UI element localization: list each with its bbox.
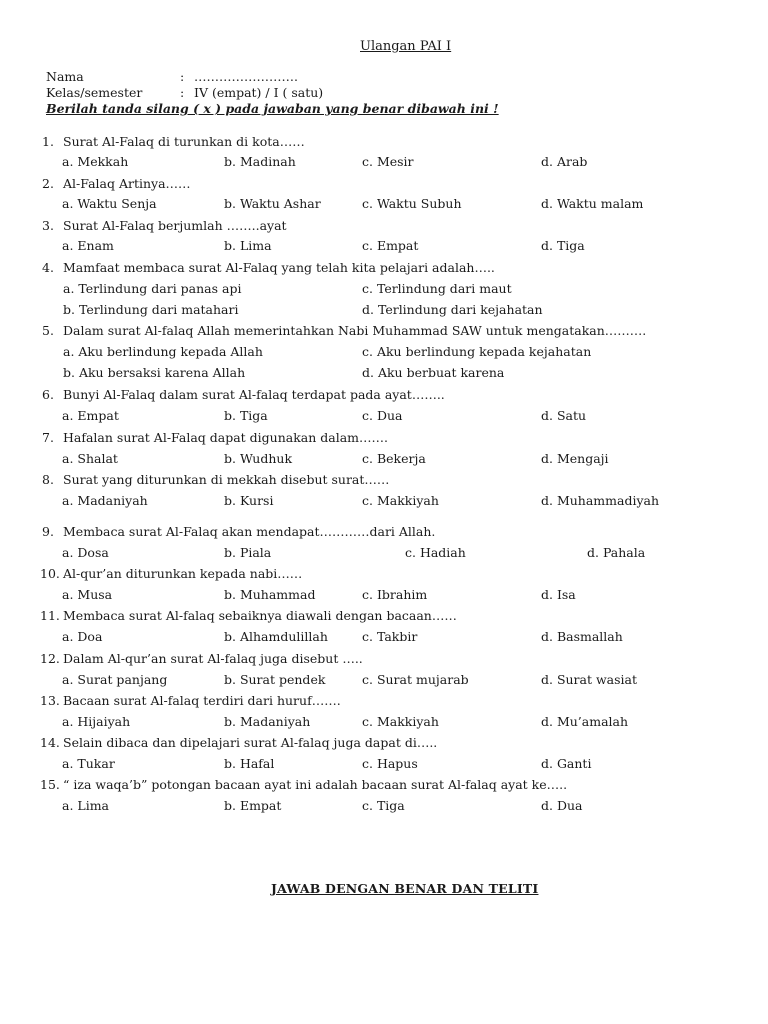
option-b: b. Wudhuk <box>224 451 293 466</box>
question-text: Hafalan surat Al-Falaq dapat digunakan dalam……. <box>63 430 388 445</box>
option-a: a. Terlindung dari panas api <box>63 281 242 296</box>
option-b: b. Muhammad <box>224 587 316 602</box>
question-number: 8. <box>42 472 54 487</box>
option-d: d. Mu’amalah <box>541 714 629 729</box>
option-a: a. Waktu Senja <box>62 196 157 211</box>
option-b: b. Surat pendek <box>224 672 326 687</box>
question-number: 15. <box>40 777 60 792</box>
option-b: b. Tiga <box>224 408 268 423</box>
option-d: d. Dua <box>541 798 583 813</box>
option-d: d. Muhammadiyah <box>541 493 660 508</box>
option-c: c. Hadiah <box>405 545 466 560</box>
kelas-value: IV (empat) / I ( satu) <box>194 85 324 100</box>
option-b: b. Hafal <box>224 756 275 771</box>
question-text: “ iza waqa’b” potongan bacaan ayat ini adalah bacaan surat Al-falaq ayat ke….. <box>63 777 568 792</box>
question-number: 3. <box>42 218 54 233</box>
question-number: 11. <box>40 608 60 623</box>
question-number: 6. <box>42 387 54 402</box>
option-c: c. Terlindung dari maut <box>362 281 512 296</box>
question-text: Surat Al-Falaq di turunkan di kota…… <box>63 134 305 149</box>
question-number: 14. <box>40 735 60 750</box>
question-number: 10. <box>40 566 60 581</box>
question-text: Membaca surat Al-falaq sebaiknya diawali dengan bacaan…… <box>63 608 457 623</box>
page-title: Ulangan PAI I <box>360 39 452 54</box>
question-text: Selain dibaca dan dipelajari surat Al-falaq juga dapat di….. <box>63 735 438 750</box>
option-a: a. Tukar <box>62 756 115 771</box>
option-d: d. Waktu malam <box>541 196 644 211</box>
option-c: c. Takbir <box>362 629 418 644</box>
option-d: d. Pahala <box>587 545 646 560</box>
option-c: c. Waktu Subuh <box>362 196 462 211</box>
option-c: c. Hapus <box>362 756 418 771</box>
option-d: d. Aku berbuat karena <box>362 365 505 380</box>
question-text: Al-Falaq Artinya…… <box>63 176 191 191</box>
option-a: a. Dosa <box>62 545 109 560</box>
nama-separator: : <box>180 69 185 84</box>
option-d: d. Terlindung dari kejahatan <box>362 302 543 317</box>
option-d: d. Tiga <box>541 238 585 253</box>
question-number: 9. <box>42 524 54 539</box>
option-a: a. Empat <box>62 408 119 423</box>
option-b: b. Piala <box>224 545 272 560</box>
option-c: c. Makkiyah <box>362 714 439 729</box>
question-text: Al-qur’an diturunkan kepada nabi…… <box>63 566 303 581</box>
option-b: b. Madaniyah <box>224 714 311 729</box>
option-c: c. Ibrahim <box>362 587 428 602</box>
option-d: d. Arab <box>541 154 588 169</box>
option-c: c. Makkiyah <box>362 493 439 508</box>
question-text: Bacaan surat Al-falaq terdiri dari huruf……. <box>63 693 341 708</box>
option-c: c. Bekerja <box>362 451 426 466</box>
option-c: c. Tiga <box>362 798 405 813</box>
option-a: a. Madaniyah <box>62 493 148 508</box>
option-d: d. Isa <box>541 587 576 602</box>
option-a: a. Doa <box>62 629 103 644</box>
instruction: Berilah tanda silang ( x ) pada jawaban yang benar dibawah ini ! <box>46 101 499 116</box>
option-b: b. Terlindung dari matahari <box>63 302 239 317</box>
option-a: a. Hijaiyah <box>62 714 131 729</box>
option-a: a. Musa <box>62 587 113 602</box>
option-c: c. Aku berlindung kepada kejahatan <box>362 344 592 359</box>
option-a: a. Aku berlindung kepada Allah <box>63 344 263 359</box>
question-text: Bunyi Al-Falaq dalam surat Al-falaq terdapat pada ayat…….. <box>63 387 445 402</box>
option-a: a. Lima <box>62 798 110 813</box>
question-text: Surat yang diturunkan di mekkah disebut surat…… <box>63 472 390 487</box>
option-c: c. Empat <box>362 238 419 253</box>
question-text: Dalam surat Al-falaq Allah memerintahkan Nabi Muhammad SAW untuk mengatakan………. <box>63 323 647 338</box>
option-b: b. Lima <box>224 238 272 253</box>
question-text: Surat Al-Falaq berjumlah ……..ayat <box>63 218 287 233</box>
nama-value: ……………………. <box>194 69 298 84</box>
option-d: d. Mengaji <box>541 451 609 466</box>
option-a: a. Mekkah <box>62 154 129 169</box>
question-number: 12. <box>40 651 60 666</box>
kelas-separator: : <box>180 85 185 100</box>
option-a: a. Enam <box>62 238 114 253</box>
option-b: b. Aku bersaksi karena Allah <box>63 365 246 380</box>
question-number: 4. <box>42 260 54 275</box>
option-b: b. Waktu Ashar <box>224 196 321 211</box>
option-d: d. Ganti <box>541 756 592 771</box>
option-b: b. Madinah <box>224 154 296 169</box>
kelas-label: Kelas/semester <box>46 85 143 100</box>
question-number: 5. <box>42 323 54 338</box>
option-a: a. Surat panjang <box>62 672 168 687</box>
question-number: 13. <box>40 693 60 708</box>
footer-instruction: JAWAB DENGAN BENAR DAN TELITI <box>271 881 539 896</box>
option-b: b. Kursi <box>224 493 274 508</box>
option-d: d. Satu <box>541 408 587 423</box>
option-b: b. Alhamdulillah <box>224 629 328 644</box>
question-number: 2. <box>42 176 54 191</box>
option-c: c. Mesir <box>362 154 414 169</box>
option-d: d. Basmallah <box>541 629 623 644</box>
option-c: c. Dua <box>362 408 403 423</box>
option-b: b. Empat <box>224 798 282 813</box>
nama-label: Nama <box>46 69 84 84</box>
question-text: Dalam Al-qur’an surat Al-falaq juga disebut ….. <box>63 651 363 666</box>
question-number: 7. <box>42 430 54 445</box>
question-text: Membaca surat Al-Falaq akan mendapat…………dari Allah. <box>63 524 436 539</box>
question-text: Mamfaat membaca surat Al-Falaq yang telah kita pelajari adalah….. <box>63 260 495 275</box>
question-number: 1. <box>42 134 54 149</box>
option-d: d. Surat wasiat <box>541 672 638 687</box>
option-c: c. Surat mujarab <box>362 672 469 687</box>
option-a: a. Shalat <box>62 451 118 466</box>
